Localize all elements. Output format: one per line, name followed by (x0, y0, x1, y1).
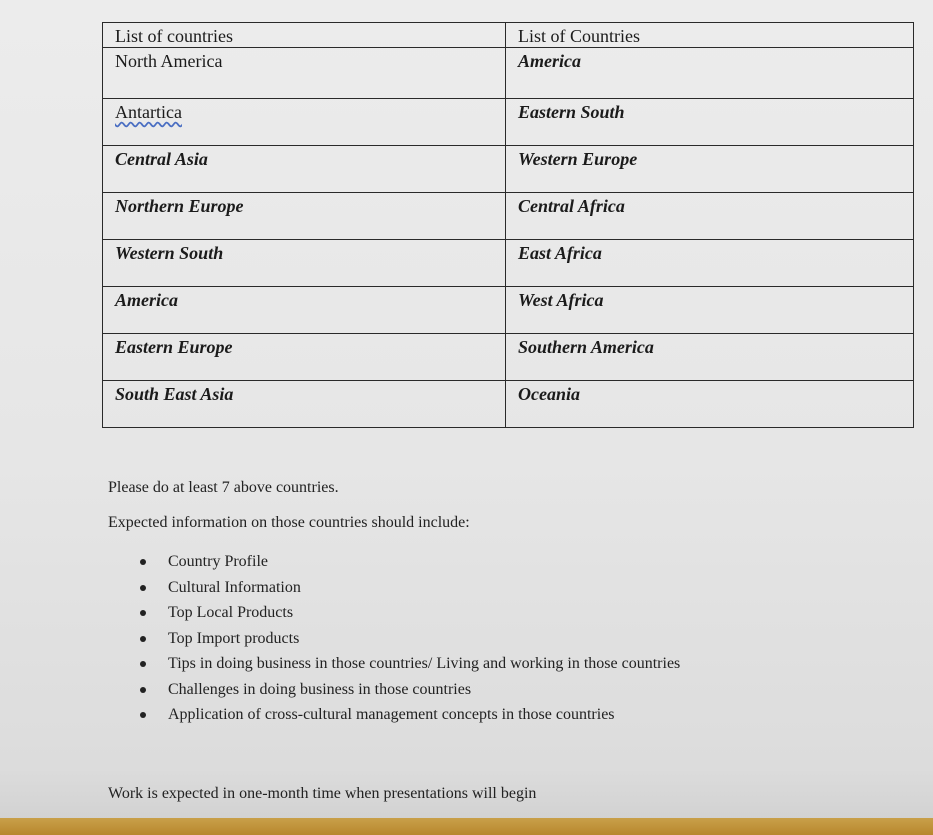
list-item (140, 628, 680, 654)
requirements-list (140, 551, 680, 730)
footer-note: Work is expected in one-month time when presentations will begin (108, 785, 537, 802)
table-cell: North America (103, 48, 506, 99)
table-cell: Eastern South (506, 99, 914, 146)
list-item (140, 577, 680, 603)
col1-header: List of countries (103, 23, 506, 48)
instruction-line: Expected information on those countries should include: (108, 514, 470, 531)
table-row (103, 240, 914, 287)
table-cell: Western Europe (506, 146, 914, 193)
bullet-icon (140, 636, 146, 642)
table-row (103, 23, 914, 48)
bullet-icon (140, 712, 146, 718)
table-cell: Northern Europe (103, 193, 506, 240)
table-cell: Eastern Europe (103, 334, 506, 381)
list-item (140, 653, 680, 679)
list-item-text: Top Local Products (168, 604, 294, 621)
list-item-text: Country Profile (168, 553, 268, 570)
list-item (140, 551, 680, 577)
table-cell: America (506, 48, 914, 99)
bullet-icon (140, 661, 146, 667)
table-row (103, 193, 914, 240)
list-item (140, 704, 680, 730)
table-cell: Central Africa (506, 193, 914, 240)
table-row (103, 146, 914, 193)
table-cell (103, 99, 506, 146)
list-item (140, 679, 680, 705)
table-row (103, 334, 914, 381)
list-item (140, 602, 680, 628)
table-cell: East Africa (506, 240, 914, 287)
bullet-icon (140, 610, 146, 616)
table-row (103, 381, 914, 428)
list-item-text: Tips in doing business in those countries/ Living and working in those countries (168, 655, 681, 672)
bullet-icon (140, 585, 146, 591)
table-cell: America (103, 287, 506, 334)
table-cell: Oceania (506, 381, 914, 428)
countries-table (102, 22, 914, 428)
table-cell: Central Asia (103, 146, 506, 193)
table-cell: Western South (103, 240, 506, 287)
table-cell-text: Antartica (115, 102, 182, 122)
instruction-line: Please do at least 7 above countries. (108, 479, 339, 496)
list-item-text: Top Import products (168, 629, 300, 647)
table-row (103, 48, 914, 99)
table-row (103, 99, 914, 146)
table-cell: West Africa (506, 287, 914, 334)
table-cell: South East Asia (103, 381, 506, 428)
table-cell: Southern America (506, 334, 914, 381)
table-row (103, 287, 914, 334)
list-item-text: Challenges in doing business in those countries (168, 680, 472, 698)
col2-header: List of Countries (506, 23, 914, 48)
desk-edge (0, 818, 933, 835)
list-item-text: Cultural Information (168, 578, 301, 596)
bullet-icon (140, 559, 146, 565)
list-item-text: Application of cross-cultural management concepts in those countries (168, 706, 615, 723)
bullet-icon (140, 687, 146, 693)
